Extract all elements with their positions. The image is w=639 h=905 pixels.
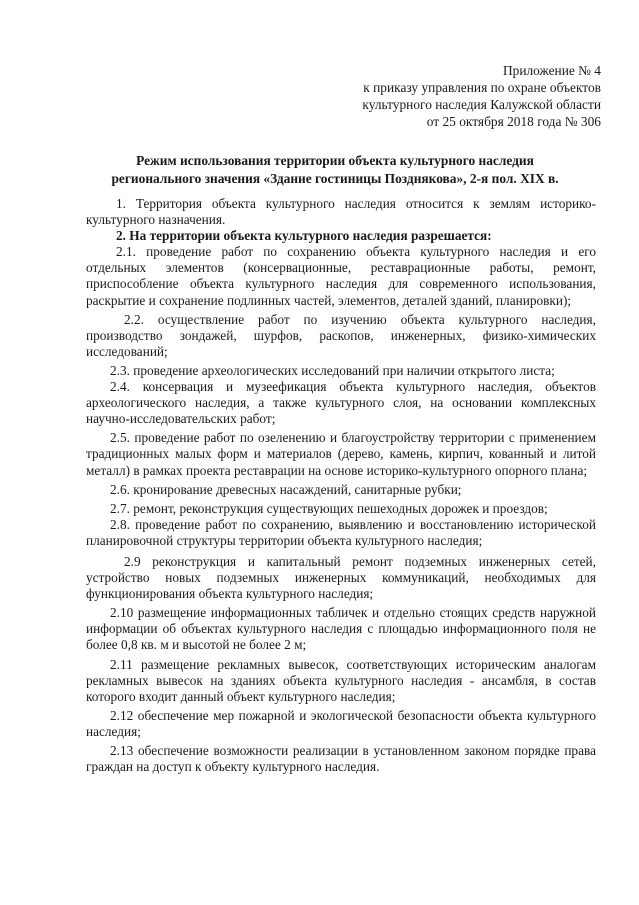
title-line-1: Режим использования территории объекта культурного наследия [136,153,534,168]
item-2-7: 2.7. ремонт, реконструкция существующих пешеходных дорожек и проездов; [110,500,548,516]
item-2-5: 2.5. проведение работ по озеленению и благоустройству территории с применением традиционных малых форм и материалов (дерево, камень, кирпич, кованный и литой металл) в рамках проекта реставрации на основе историко-культурного опорного плана; [86,430,596,478]
item-2-10: 2.10 размещение информационных табличек и отдельно стоящих средств наружной информации об объектах культурного наследия с площадью информационного поля не более 0,8 кв. м и высотой не более 2 м; [86,605,596,653]
document-body [86,196,596,775]
item-2-8: 2.8. проведение работ по сохранению, выявлению и восстановлению исторической планировочной структуры территории объекта культурного наследия; [86,516,596,548]
appendix-number: Приложение № 4 [502,63,601,78]
item-2-9: 2.9 реконструкция и капитальный ремонт подземных инженерных сетей, устройство новых подземных инженерных коммуникаций, необходимых для функционирования объекта культурного наследия; [86,553,596,602]
document-title [70,152,600,188]
paragraph-1: 1. Территория объекта культурного наследия относится к землям историко-культурного назначения. [86,196,596,228]
appendix-header [362,62,601,130]
item-2-13: 2.13 обеспечение возможности реализации в установленном законом порядке права граждан на доступ к объекту культурного наследия. [86,743,596,775]
item-2-4: 2.4. консервация и музеефикация объекта культурного наследия, объектов археологического наследия, а также культурного слоя, на основании комплексных научно-исследовательских работ; [86,379,596,427]
item-2-6: 2.6. кронирование древесных насаждений, санитарные рубки; [110,481,462,497]
appendix-authority: культурного наследия Калужской области [362,97,601,112]
item-2-11: 2.11 размещение рекламных вывесок, соответствующих историческим аналогам рекламных вывесок на зданиях объекта культурного наследия - ансамбля, в состав которого входит данный объект культурного наследия; [86,656,596,704]
item-2-3: 2.3. проведение археологических исследований при наличии открытого листа; [110,362,555,378]
appendix-date: от 25 октября 2018 года № 306 [426,114,601,129]
title-line-2: регионального значения «Здание гостиницы Позднякова», 2-я пол. XIX в. [111,171,559,186]
item-2-12: 2.12 обеспечение мер пожарной и экологической безопасности объекта культурного наследия; [86,707,596,739]
item-2-2: 2.2. осуществление работ по изучению объекта культурного наследия, производство зондажей, шурфов, раскопов, инженерных, физико-химических исследований; [86,311,596,359]
appendix-order-ref: к приказу управления по охране объектов [363,80,601,95]
item-2-1: 2.1. проведение работ по сохранению объекта культурного наследия и его отдельных элементов (консервационные, реставрационные работы, ремонт, приспособление объекта культурного наследия для современного использования, раскрытие и сохранение подлинных частей, элементов, деталей зданий, планировки); [86,244,596,308]
section-2-heading: 2. На территории объекта культурного наследия разрешается: [116,228,492,244]
